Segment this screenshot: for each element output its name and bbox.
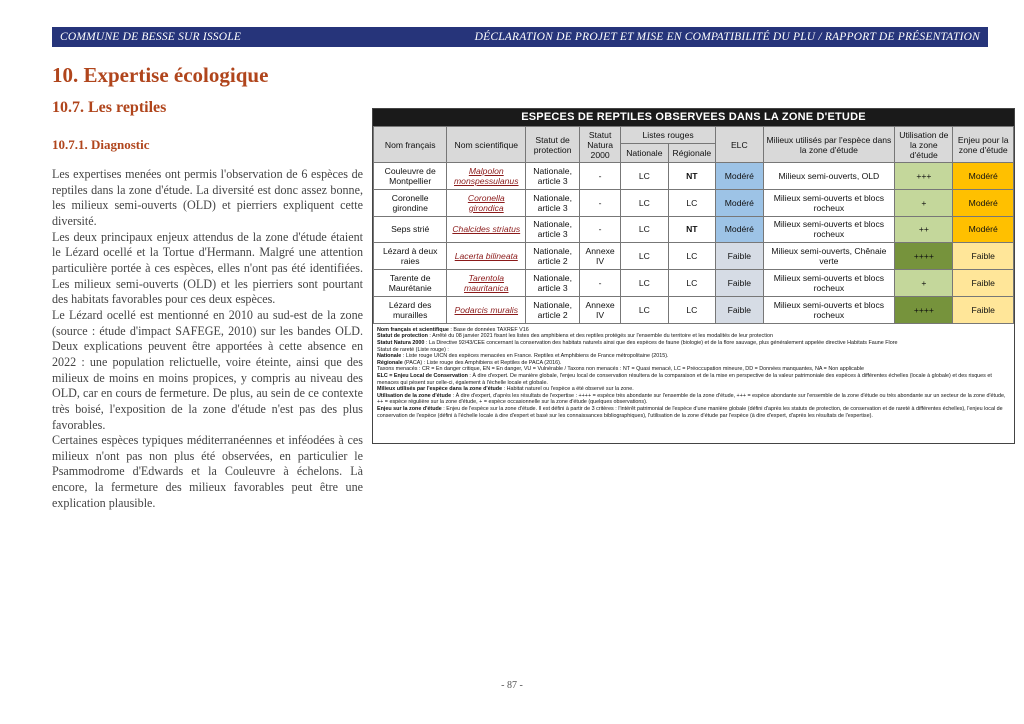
cell-elc: Faible: [716, 243, 763, 270]
note-text: : Habitat naturel ou l'espèce a été observé sur la zone.: [502, 386, 634, 393]
cell-liste-nationale: LC: [621, 243, 668, 270]
note-line: [377, 386, 1010, 393]
cell-milieux: Milieux semi-ouverts et blocs rocheux: [763, 270, 895, 297]
header-commune: COMMUNE DE BESSE SUR ISSOLE: [60, 31, 242, 43]
cell-enjeu: Modéré: [953, 189, 1014, 216]
col-header-nom-scientifique: Nom scientifique: [447, 127, 526, 163]
cell-elc: Modéré: [716, 216, 763, 243]
cell-natura: Annexe IV: [580, 296, 621, 323]
paragraph: Les deux principaux enjeux attendus de la zone d'étude étaient le Lézard ocellé et la Tortue d'Hermann. Malgré une attention particulière portée à ces espèces, elles n'ont pas été identifiées. Les milieux semi-ouverts (OLD) et les pierriers sont pourtant des habitats favorables pour ces deux espèces.: [52, 229, 363, 307]
cell-statut-protection: Nationale, article 3: [526, 270, 580, 297]
cell-nom-scientifique: Podarcis muralis: [447, 296, 526, 323]
cell-statut-protection: Nationale, article 3: [526, 189, 580, 216]
cell-liste-regionale: LC: [668, 189, 715, 216]
cell-natura: -: [580, 163, 621, 190]
note-text: (PACA) : Liste rouge des Amphibiens et Reptiles de PACA (2016).: [402, 359, 562, 366]
cell-enjeu: Modéré: [953, 163, 1014, 190]
note-text: : Enjeu de l'espèce sur la zone d'étude. Il est défini à partir de 3 critères : l'intérêt patrimonial de l'espèce d'une manière globale (défini d'après les statuts de protection, de conservation et de rareté à différentes échelles), l'enjeu local de conservation de l'espèce (défini à l'échelle locale à dire d'expert et basé sur les connaissances bibliographiques), l'utilisation de la zone d'étude par l'espèce (à dire d'expert, d'après les résultats de l'expertise).: [377, 405, 1003, 419]
note-label: Statut Natura 2000: [377, 339, 425, 346]
cell-nom-scientifique: Malpolon monspessulanus: [447, 163, 526, 190]
cell-milieux: Milieux semi-ouverts et blocs rocheux: [763, 296, 895, 323]
cell-utilisation: ++++: [895, 296, 953, 323]
note-text: : Base de données TAXREF V16: [448, 326, 529, 333]
note-line: [377, 360, 1010, 367]
subsubsection-heading: 10.7.1. Diagnostic: [52, 137, 150, 152]
cell-utilisation: +: [895, 189, 953, 216]
cell-nom-francais: Seps strié: [374, 216, 447, 243]
cell-statut-protection: Nationale, article 2: [526, 296, 580, 323]
table-notes: [373, 324, 1014, 422]
cell-elc: Faible: [716, 296, 763, 323]
section-heading: 10. Expertise écologique: [52, 63, 269, 87]
cell-statut-protection: Nationale, article 3: [526, 216, 580, 243]
note-label: Nationale: [377, 353, 402, 360]
table-row: [374, 243, 1014, 270]
cell-liste-regionale: LC: [668, 270, 715, 297]
note-line: [377, 353, 1010, 360]
cell-nom-francais: Lézard des murailles: [374, 296, 447, 323]
note-line: [377, 340, 1010, 347]
note-line: [377, 327, 1010, 334]
col-header-milieux: Milieux utilisés par l'espèce dans la zone d'étude: [763, 127, 895, 163]
cell-utilisation: ++++: [895, 243, 953, 270]
cell-milieux: Milieux semi-ouverts et blocs rocheux: [763, 216, 895, 243]
note-text: : Arrêté du 08 janvier 2021 fixant les listes des amphibiens et des reptiles protégés sur l'ensemble du territoire et les modalités de leur protection: [427, 333, 773, 340]
note-text: : La Directive 92/43/CEE concernant la conservation des habitats naturels ainsi que des espèces de faune (biologie) et de la flore sauvage, plus généralement appelée directive Habitats Faune Flore: [424, 339, 898, 346]
table-row: [374, 163, 1014, 190]
cell-natura: -: [580, 270, 621, 297]
paragraph: Certaines espèces typiques méditerranéennes et inféodées à ces milieux n'ont pas non plus été observées, en particulier le Psammodrome d'Edwards et la Couleuvre à échelons. Là encore, la fermeture des milieux favorables peut être une explication plausible.: [52, 433, 363, 510]
reptiles-table-panel: [372, 108, 1015, 444]
cell-utilisation: ++: [895, 216, 953, 243]
table-row: [374, 270, 1014, 297]
table-row: [374, 296, 1014, 323]
cell-nom-scientifique: Coronella girondica: [447, 189, 526, 216]
col-header-enjeu: Enjeu pour la zone d'étude: [953, 127, 1014, 163]
cell-utilisation: +++: [895, 163, 953, 190]
table-title: ESPECES DE REPTILES OBSERVEES DANS LA ZONE D'ETUDE: [373, 109, 1014, 126]
cell-liste-regionale: LC: [668, 296, 715, 323]
note-line: [377, 333, 1010, 340]
reptiles-table: [373, 126, 1014, 324]
note-line: [377, 373, 1010, 386]
col-header-utilisation: Utilisation de la zone d'étude: [895, 127, 953, 163]
page-number: - 87 -: [501, 680, 523, 691]
cell-utilisation: +: [895, 270, 953, 297]
cell-milieux: Milieux semi-ouverts, OLD: [763, 163, 895, 190]
cell-enjeu: Faible: [953, 296, 1014, 323]
cell-enjeu: Faible: [953, 270, 1014, 297]
note-label: Régionale: [377, 359, 403, 366]
paragraph: Le Lézard ocellé est mentionné en 2010 au sud-est de la zone (source : étude d'impact SAFEGE, 2010) sur les bandes OLD. Deux explications peuvent être apportées à cette absence en 2022 : une population relictuelle, voire éteinte, ainsi que des milieux de moins en moins propices, y compris au niveau des OLD, car en cours de fermeture. De plus, au sein de ce contexte très boisé, l'exposition de la zone d'étude n'est pas des plus favorables.: [52, 307, 363, 432]
note-label: ELC = Enjeu Local de Conservation: [377, 372, 468, 379]
cell-natura: Annexe IV: [580, 243, 621, 270]
note-text: : À dire d'expert. De manière globale, l'enjeu local de conservation résultera de la comparaison et de la mise en perspective de la valeur patrimoniale des espèces à différentes échelles (locale à globale) et des risques et menaces qui pèsent sur celle-ci, également à l'échelle locale et globale.: [377, 372, 992, 386]
paragraph: Les expertises menées ont permis l'observation de 6 espèces de reptiles dans la zone d'étude. La diversité est donc assez bonne, les milieux semi-ouverts (OLD) et pierriers expliquent cette diversité.: [52, 167, 363, 228]
cell-enjeu: Faible: [953, 243, 1014, 270]
col-header-nom-francais: Nom français: [374, 127, 447, 163]
cell-liste-nationale: LC: [621, 296, 668, 323]
col-header-nationale: Nationale: [621, 144, 668, 163]
cell-elc: Modéré: [716, 189, 763, 216]
cell-nom-scientifique: Chalcides striatus: [447, 216, 526, 243]
cell-milieux: Milieux semi-ouverts, Chênaie verte: [763, 243, 895, 270]
cell-nom-francais: Coronelle girondine: [374, 189, 447, 216]
col-header-listes-rouges: Listes rouges: [621, 127, 716, 144]
col-header-elc: ELC: [716, 127, 763, 163]
note-label: Milieux utilisés par l'espèce dans la zone d'étude: [377, 386, 503, 393]
cell-liste-regionale: NT: [668, 163, 715, 190]
cell-nom-francais: Tarente de Maurétanie: [374, 270, 447, 297]
note-label: Enjeu sur la zone d'étude: [377, 405, 442, 412]
cell-liste-regionale: LC: [668, 243, 715, 270]
header-bar: [52, 27, 988, 47]
cell-nom-scientifique: Tarentola mauritanica: [447, 270, 526, 297]
col-header-natura: Statut Natura 2000: [580, 127, 621, 163]
table-row: [374, 216, 1014, 243]
note-text: : À dire d'expert, d'après les résultats de l'expertise : ++++ = espèce très abondante sur l'ensemble de la zone d'étude, +++ = espèce abondante sur l'ensemble de la zone d'étude ou très abondante sur un secteur de la zone d'étude, ++ = espèce régulière sur la zone d'étude, + = espèce occasionnelle sur la zone d'étude (quelques observations).: [377, 392, 1006, 406]
note-text: : Liste rouge UICN des espèces menacées en France. Reptiles et Amphibiens de France métropolitaine (2015).: [401, 353, 669, 360]
cell-liste-regionale: NT: [668, 216, 715, 243]
subsection-heading: 10.7. Les reptiles: [52, 99, 167, 116]
col-header-statut-protection: Statut de protection: [526, 127, 580, 163]
header-document-title: DÉCLARATION DE PROJET ET MISE EN COMPATIBILITÉ DU PLU / RAPPORT DE PRÉSENTATION: [474, 31, 980, 43]
cell-elc: Modéré: [716, 163, 763, 190]
note-line: [377, 393, 1010, 406]
cell-statut-protection: Nationale, article 2: [526, 243, 580, 270]
note-label: Nom français et scientifique: [377, 326, 449, 333]
cell-enjeu: Modéré: [953, 216, 1014, 243]
cell-liste-nationale: LC: [621, 163, 668, 190]
cell-natura: -: [580, 189, 621, 216]
cell-liste-nationale: LC: [621, 270, 668, 297]
cell-liste-nationale: LC: [621, 216, 668, 243]
cell-natura: -: [580, 216, 621, 243]
note-label: Statut de protection: [377, 333, 428, 340]
body-text: [52, 167, 363, 511]
cell-statut-protection: Nationale, article 3: [526, 163, 580, 190]
note-label: Utilisation de la zone d'étude: [377, 392, 452, 399]
note-line: [377, 406, 1010, 419]
cell-liste-nationale: LC: [621, 189, 668, 216]
table-row: [374, 189, 1014, 216]
cell-nom-scientifique: Lacerta bilineata: [447, 243, 526, 270]
note-line: [377, 366, 1010, 373]
cell-elc: Faible: [716, 270, 763, 297]
col-header-regionale: Régionale: [668, 144, 715, 163]
cell-nom-francais: Couleuvre de Montpellier: [374, 163, 447, 190]
cell-milieux: Milieux semi-ouverts et blocs rocheux: [763, 189, 895, 216]
note-line: [377, 347, 1010, 354]
note-text: Taxons menacés : CR = En danger critique, EN = En danger, VU = Vulnérable / Taxons non menacés : NT = Quasi menacé, LC = Préoccupation mineure, DD = Données manquantes, NA = Non applicable: [377, 366, 864, 373]
cell-nom-francais: Lézard à deux raies: [374, 243, 447, 270]
note-text: Statut de rareté (Liste rouge) :: [377, 346, 449, 353]
